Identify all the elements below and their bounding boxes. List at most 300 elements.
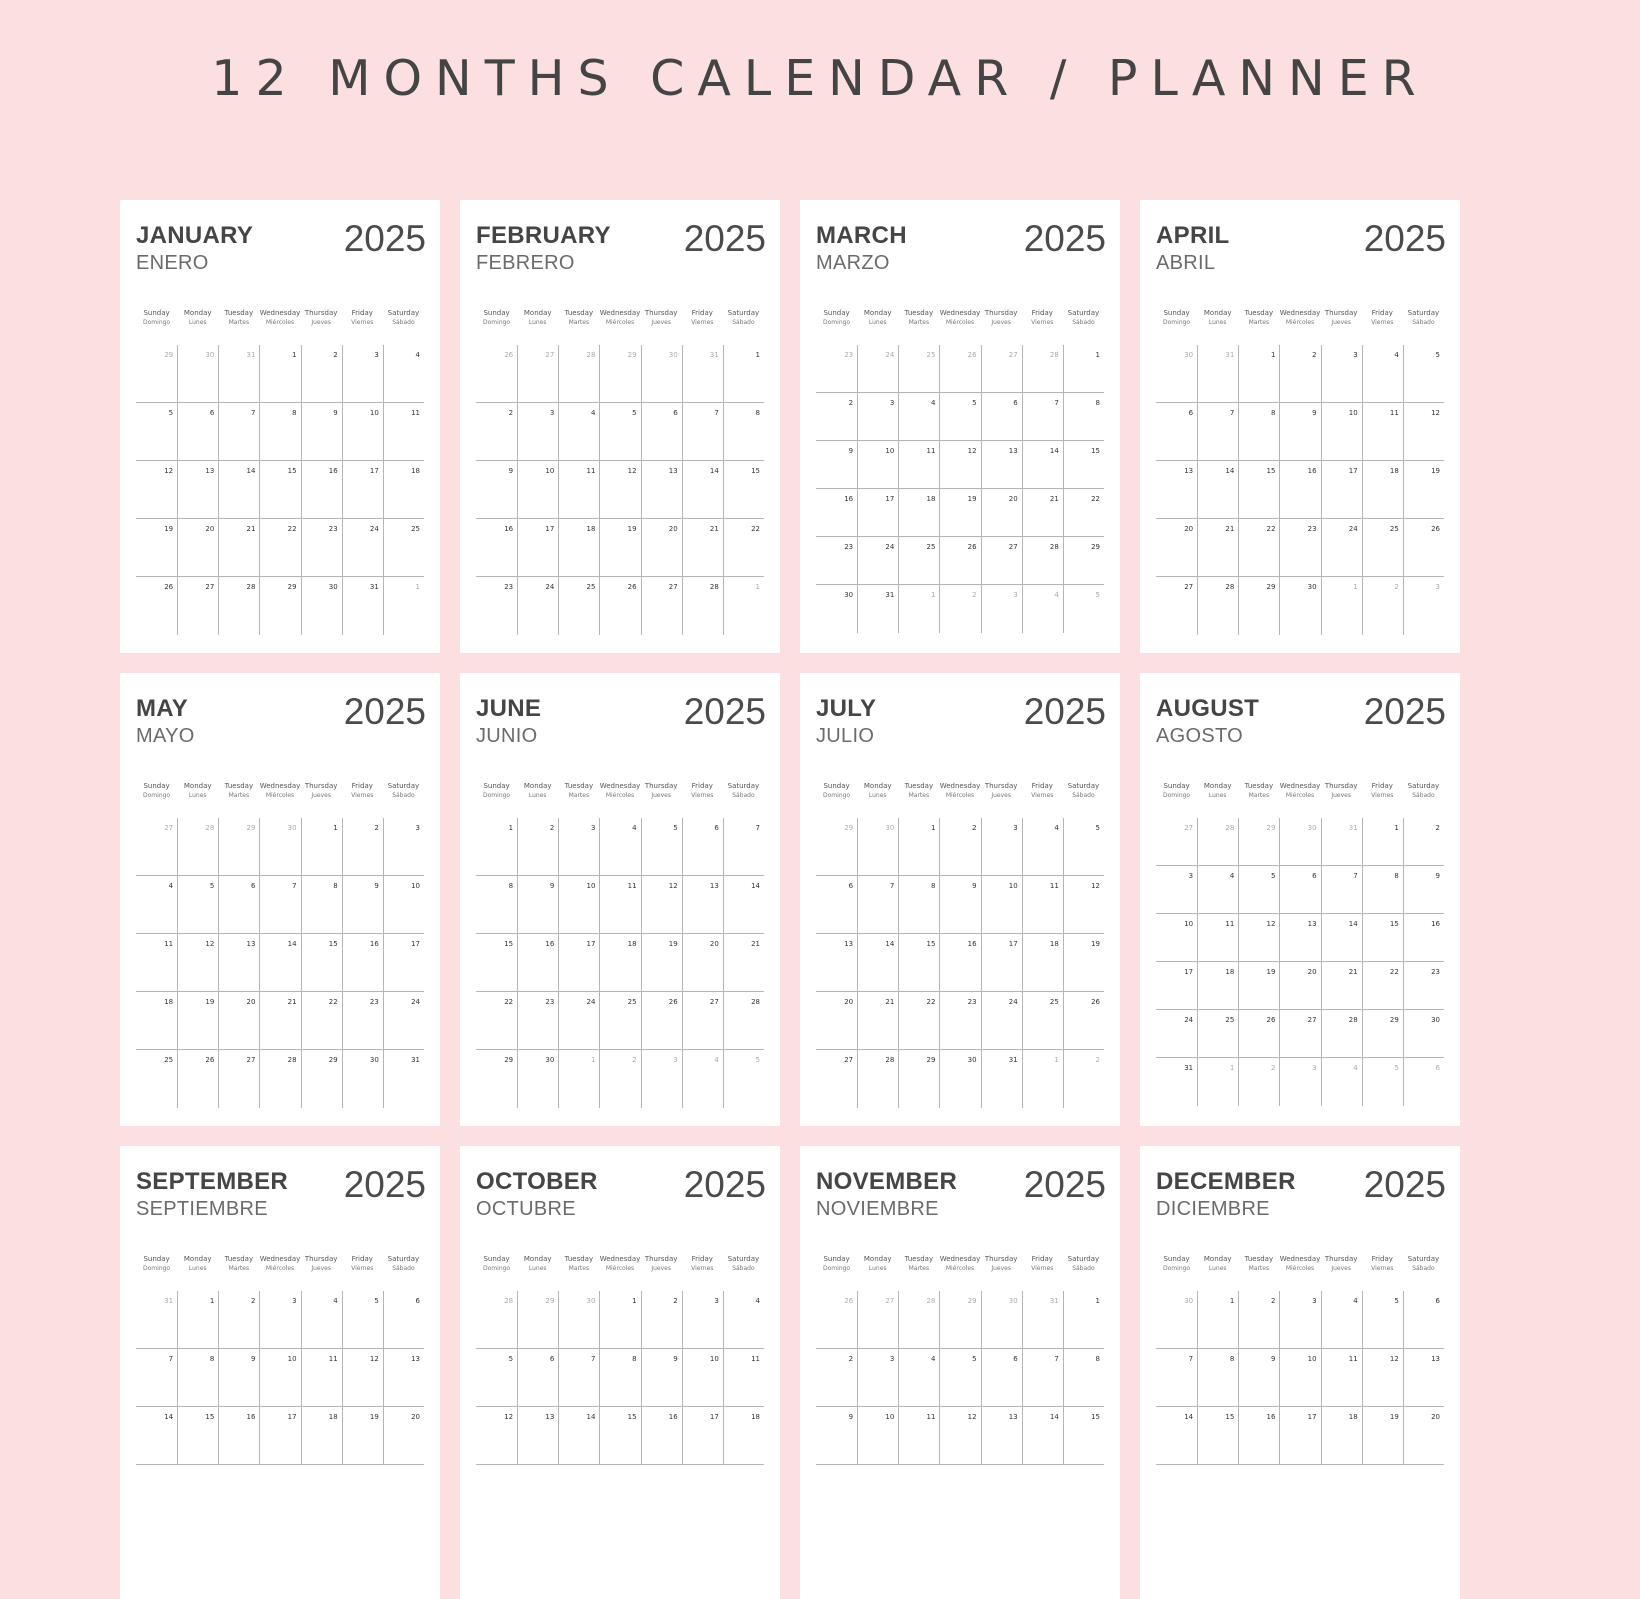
day-cell[interactable] xyxy=(558,461,599,519)
day-cell[interactable] xyxy=(939,345,980,393)
day-cell[interactable] xyxy=(517,345,558,403)
day-cell[interactable] xyxy=(1156,461,1197,519)
day-cell[interactable] xyxy=(898,393,939,441)
day-cell[interactable] xyxy=(641,577,682,635)
day-cell[interactable] xyxy=(301,992,342,1050)
day-cell[interactable] xyxy=(1403,914,1444,962)
day-cell[interactable] xyxy=(1403,962,1444,1010)
day-cell[interactable] xyxy=(476,345,517,403)
day-cell[interactable] xyxy=(1403,403,1444,461)
day-cell[interactable] xyxy=(682,1349,723,1407)
day-cell[interactable] xyxy=(1063,876,1104,934)
day-cell[interactable] xyxy=(558,1291,599,1349)
day-cell[interactable] xyxy=(1279,461,1320,519)
day-cell[interactable] xyxy=(857,489,898,537)
day-cell[interactable] xyxy=(939,441,980,489)
day-cell[interactable] xyxy=(1321,1291,1362,1349)
day-cell[interactable] xyxy=(136,519,177,577)
day-cell[interactable] xyxy=(981,876,1022,934)
day-cell[interactable] xyxy=(259,1407,300,1465)
day-cell[interactable] xyxy=(218,461,259,519)
day-cell[interactable] xyxy=(177,818,218,876)
day-cell[interactable] xyxy=(1321,403,1362,461)
day-cell[interactable] xyxy=(259,934,300,992)
day-cell[interactable] xyxy=(218,519,259,577)
day-cell[interactable] xyxy=(939,992,980,1050)
day-cell[interactable] xyxy=(1403,519,1444,577)
day-cell[interactable] xyxy=(1156,818,1197,866)
day-cell[interactable] xyxy=(136,1050,177,1108)
day-cell[interactable] xyxy=(816,1349,857,1407)
day-cell[interactable] xyxy=(898,992,939,1050)
day-cell[interactable] xyxy=(383,461,424,519)
day-cell[interactable] xyxy=(816,818,857,876)
day-cell[interactable] xyxy=(1238,577,1279,635)
day-cell[interactable] xyxy=(1063,345,1104,393)
day-cell[interactable] xyxy=(383,934,424,992)
day-cell[interactable] xyxy=(1156,1291,1197,1349)
day-cell[interactable] xyxy=(898,1291,939,1349)
day-cell[interactable] xyxy=(383,1050,424,1108)
day-cell[interactable] xyxy=(816,585,857,633)
day-cell[interactable] xyxy=(1022,934,1063,992)
day-cell[interactable] xyxy=(517,1050,558,1108)
day-cell[interactable] xyxy=(682,1050,723,1108)
day-cell[interactable] xyxy=(1279,1058,1320,1106)
day-cell[interactable] xyxy=(857,537,898,585)
day-cell[interactable] xyxy=(177,461,218,519)
day-cell[interactable] xyxy=(1156,1407,1197,1465)
day-cell[interactable] xyxy=(177,1291,218,1349)
day-cell[interactable] xyxy=(218,345,259,403)
day-cell[interactable] xyxy=(599,1050,640,1108)
day-cell[interactable] xyxy=(383,345,424,403)
day-cell[interactable] xyxy=(1197,866,1238,914)
day-cell[interactable] xyxy=(641,1291,682,1349)
day-cell[interactable] xyxy=(682,577,723,635)
day-cell[interactable] xyxy=(981,1291,1022,1349)
day-cell[interactable] xyxy=(1362,519,1403,577)
day-cell[interactable] xyxy=(558,818,599,876)
day-cell[interactable] xyxy=(517,818,558,876)
day-cell[interactable] xyxy=(939,1407,980,1465)
day-cell[interactable] xyxy=(1197,1058,1238,1106)
day-cell[interactable] xyxy=(816,1291,857,1349)
day-cell[interactable] xyxy=(1403,1058,1444,1106)
day-cell[interactable] xyxy=(1279,962,1320,1010)
day-cell[interactable] xyxy=(939,818,980,876)
day-cell[interactable] xyxy=(259,403,300,461)
day-cell[interactable] xyxy=(1022,1407,1063,1465)
day-cell[interactable] xyxy=(1279,1349,1320,1407)
day-cell[interactable] xyxy=(981,1407,1022,1465)
day-cell[interactable] xyxy=(301,345,342,403)
day-cell[interactable] xyxy=(1321,1058,1362,1106)
day-cell[interactable] xyxy=(641,876,682,934)
day-cell[interactable] xyxy=(1321,914,1362,962)
day-cell[interactable] xyxy=(599,1407,640,1465)
day-cell[interactable] xyxy=(816,1407,857,1465)
day-cell[interactable] xyxy=(857,345,898,393)
day-cell[interactable] xyxy=(641,934,682,992)
day-cell[interactable] xyxy=(136,1349,177,1407)
day-cell[interactable] xyxy=(177,403,218,461)
day-cell[interactable] xyxy=(1279,1010,1320,1058)
day-cell[interactable] xyxy=(682,992,723,1050)
day-cell[interactable] xyxy=(981,345,1022,393)
day-cell[interactable] xyxy=(218,876,259,934)
day-cell[interactable] xyxy=(1022,537,1063,585)
day-cell[interactable] xyxy=(723,818,764,876)
day-cell[interactable] xyxy=(342,818,383,876)
day-cell[interactable] xyxy=(476,1291,517,1349)
day-cell[interactable] xyxy=(723,345,764,403)
day-cell[interactable] xyxy=(599,461,640,519)
day-cell[interactable] xyxy=(857,441,898,489)
day-cell[interactable] xyxy=(259,1349,300,1407)
day-cell[interactable] xyxy=(301,1291,342,1349)
day-cell[interactable] xyxy=(1279,519,1320,577)
day-cell[interactable] xyxy=(1022,489,1063,537)
day-cell[interactable] xyxy=(1238,1291,1279,1349)
day-cell[interactable] xyxy=(898,1407,939,1465)
day-cell[interactable] xyxy=(1022,992,1063,1050)
day-cell[interactable] xyxy=(599,345,640,403)
day-cell[interactable] xyxy=(816,934,857,992)
day-cell[interactable] xyxy=(301,934,342,992)
day-cell[interactable] xyxy=(939,1349,980,1407)
day-cell[interactable] xyxy=(1403,345,1444,403)
day-cell[interactable] xyxy=(1321,866,1362,914)
day-cell[interactable] xyxy=(177,934,218,992)
day-cell[interactable] xyxy=(342,577,383,635)
day-cell[interactable] xyxy=(1238,1407,1279,1465)
day-cell[interactable] xyxy=(981,585,1022,633)
day-cell[interactable] xyxy=(641,992,682,1050)
day-cell[interactable] xyxy=(1362,1407,1403,1465)
day-cell[interactable] xyxy=(898,876,939,934)
day-cell[interactable] xyxy=(301,876,342,934)
day-cell[interactable] xyxy=(259,461,300,519)
day-cell[interactable] xyxy=(723,461,764,519)
day-cell[interactable] xyxy=(816,992,857,1050)
day-cell[interactable] xyxy=(476,577,517,635)
day-cell[interactable] xyxy=(218,577,259,635)
day-cell[interactable] xyxy=(1156,403,1197,461)
day-cell[interactable] xyxy=(1279,577,1320,635)
day-cell[interactable] xyxy=(517,1407,558,1465)
day-cell[interactable] xyxy=(476,1050,517,1108)
day-cell[interactable] xyxy=(136,577,177,635)
day-cell[interactable] xyxy=(1156,1010,1197,1058)
day-cell[interactable] xyxy=(259,1050,300,1108)
day-cell[interactable] xyxy=(558,1407,599,1465)
day-cell[interactable] xyxy=(301,1349,342,1407)
day-cell[interactable] xyxy=(301,1407,342,1465)
day-cell[interactable] xyxy=(1279,1291,1320,1349)
day-cell[interactable] xyxy=(1063,1349,1104,1407)
day-cell[interactable] xyxy=(383,403,424,461)
day-cell[interactable] xyxy=(342,992,383,1050)
day-cell[interactable] xyxy=(682,934,723,992)
day-cell[interactable] xyxy=(1197,519,1238,577)
day-cell[interactable] xyxy=(599,876,640,934)
day-cell[interactable] xyxy=(1063,441,1104,489)
day-cell[interactable] xyxy=(857,1407,898,1465)
day-cell[interactable] xyxy=(1197,345,1238,403)
day-cell[interactable] xyxy=(1362,1010,1403,1058)
day-cell[interactable] xyxy=(136,345,177,403)
day-cell[interactable] xyxy=(177,1407,218,1465)
day-cell[interactable] xyxy=(476,992,517,1050)
day-cell[interactable] xyxy=(816,345,857,393)
day-cell[interactable] xyxy=(342,934,383,992)
day-cell[interactable] xyxy=(136,876,177,934)
day-cell[interactable] xyxy=(816,876,857,934)
day-cell[interactable] xyxy=(723,876,764,934)
day-cell[interactable] xyxy=(599,577,640,635)
day-cell[interactable] xyxy=(981,818,1022,876)
day-cell[interactable] xyxy=(476,1407,517,1465)
day-cell[interactable] xyxy=(1197,461,1238,519)
day-cell[interactable] xyxy=(1362,345,1403,403)
day-cell[interactable] xyxy=(1063,1050,1104,1108)
day-cell[interactable] xyxy=(599,934,640,992)
day-cell[interactable] xyxy=(1403,1407,1444,1465)
day-cell[interactable] xyxy=(342,1050,383,1108)
day-cell[interactable] xyxy=(136,818,177,876)
day-cell[interactable] xyxy=(599,992,640,1050)
day-cell[interactable] xyxy=(218,1050,259,1108)
day-cell[interactable] xyxy=(857,1349,898,1407)
day-cell[interactable] xyxy=(682,1291,723,1349)
day-cell[interactable] xyxy=(259,876,300,934)
day-cell[interactable] xyxy=(383,1349,424,1407)
day-cell[interactable] xyxy=(981,1050,1022,1108)
day-cell[interactable] xyxy=(898,818,939,876)
day-cell[interactable] xyxy=(939,489,980,537)
day-cell[interactable] xyxy=(1063,1291,1104,1349)
day-cell[interactable] xyxy=(1321,962,1362,1010)
day-cell[interactable] xyxy=(1156,577,1197,635)
day-cell[interactable] xyxy=(898,1050,939,1108)
day-cell[interactable] xyxy=(1197,818,1238,866)
day-cell[interactable] xyxy=(641,403,682,461)
day-cell[interactable] xyxy=(476,461,517,519)
day-cell[interactable] xyxy=(1238,1349,1279,1407)
day-cell[interactable] xyxy=(1022,1349,1063,1407)
day-cell[interactable] xyxy=(342,1291,383,1349)
day-cell[interactable] xyxy=(1362,914,1403,962)
day-cell[interactable] xyxy=(1156,1349,1197,1407)
day-cell[interactable] xyxy=(1238,461,1279,519)
day-cell[interactable] xyxy=(1403,1010,1444,1058)
day-cell[interactable] xyxy=(981,393,1022,441)
day-cell[interactable] xyxy=(857,876,898,934)
day-cell[interactable] xyxy=(857,393,898,441)
day-cell[interactable] xyxy=(1063,992,1104,1050)
day-cell[interactable] xyxy=(136,992,177,1050)
day-cell[interactable] xyxy=(301,519,342,577)
day-cell[interactable] xyxy=(301,818,342,876)
day-cell[interactable] xyxy=(218,1349,259,1407)
day-cell[interactable] xyxy=(177,1349,218,1407)
day-cell[interactable] xyxy=(1197,962,1238,1010)
day-cell[interactable] xyxy=(682,818,723,876)
day-cell[interactable] xyxy=(218,934,259,992)
day-cell[interactable] xyxy=(558,345,599,403)
day-cell[interactable] xyxy=(1321,577,1362,635)
day-cell[interactable] xyxy=(1156,962,1197,1010)
day-cell[interactable] xyxy=(1063,489,1104,537)
day-cell[interactable] xyxy=(301,403,342,461)
day-cell[interactable] xyxy=(1238,818,1279,866)
day-cell[interactable] xyxy=(1063,393,1104,441)
day-cell[interactable] xyxy=(259,1291,300,1349)
day-cell[interactable] xyxy=(682,876,723,934)
day-cell[interactable] xyxy=(1279,403,1320,461)
day-cell[interactable] xyxy=(342,461,383,519)
day-cell[interactable] xyxy=(599,1349,640,1407)
day-cell[interactable] xyxy=(558,934,599,992)
day-cell[interactable] xyxy=(599,519,640,577)
day-cell[interactable] xyxy=(136,403,177,461)
day-cell[interactable] xyxy=(723,1050,764,1108)
day-cell[interactable] xyxy=(177,519,218,577)
day-cell[interactable] xyxy=(259,345,300,403)
day-cell[interactable] xyxy=(218,1291,259,1349)
day-cell[interactable] xyxy=(816,393,857,441)
day-cell[interactable] xyxy=(857,585,898,633)
day-cell[interactable] xyxy=(1197,403,1238,461)
day-cell[interactable] xyxy=(641,519,682,577)
day-cell[interactable] xyxy=(517,577,558,635)
day-cell[interactable] xyxy=(1197,1010,1238,1058)
day-cell[interactable] xyxy=(383,876,424,934)
day-cell[interactable] xyxy=(558,1050,599,1108)
day-cell[interactable] xyxy=(383,1407,424,1465)
day-cell[interactable] xyxy=(1022,1291,1063,1349)
day-cell[interactable] xyxy=(939,1291,980,1349)
day-cell[interactable] xyxy=(1022,876,1063,934)
day-cell[interactable] xyxy=(1321,818,1362,866)
day-cell[interactable] xyxy=(1238,403,1279,461)
day-cell[interactable] xyxy=(383,818,424,876)
day-cell[interactable] xyxy=(1362,818,1403,866)
day-cell[interactable] xyxy=(641,1050,682,1108)
day-cell[interactable] xyxy=(301,1050,342,1108)
day-cell[interactable] xyxy=(1362,577,1403,635)
day-cell[interactable] xyxy=(558,403,599,461)
day-cell[interactable] xyxy=(1063,1407,1104,1465)
day-cell[interactable] xyxy=(1279,1407,1320,1465)
day-cell[interactable] xyxy=(1362,403,1403,461)
day-cell[interactable] xyxy=(177,577,218,635)
day-cell[interactable] xyxy=(857,1291,898,1349)
day-cell[interactable] xyxy=(723,1291,764,1349)
day-cell[interactable] xyxy=(342,519,383,577)
day-cell[interactable] xyxy=(558,876,599,934)
day-cell[interactable] xyxy=(1063,585,1104,633)
day-cell[interactable] xyxy=(816,537,857,585)
day-cell[interactable] xyxy=(939,393,980,441)
day-cell[interactable] xyxy=(1321,1349,1362,1407)
day-cell[interactable] xyxy=(939,585,980,633)
day-cell[interactable] xyxy=(136,1407,177,1465)
day-cell[interactable] xyxy=(1403,461,1444,519)
day-cell[interactable] xyxy=(1238,962,1279,1010)
day-cell[interactable] xyxy=(558,577,599,635)
day-cell[interactable] xyxy=(1238,866,1279,914)
day-cell[interactable] xyxy=(599,818,640,876)
day-cell[interactable] xyxy=(723,934,764,992)
day-cell[interactable] xyxy=(682,461,723,519)
day-cell[interactable] xyxy=(1362,1349,1403,1407)
day-cell[interactable] xyxy=(1279,345,1320,403)
day-cell[interactable] xyxy=(641,1349,682,1407)
day-cell[interactable] xyxy=(1362,1058,1403,1106)
day-cell[interactable] xyxy=(981,934,1022,992)
day-cell[interactable] xyxy=(898,585,939,633)
day-cell[interactable] xyxy=(476,519,517,577)
day-cell[interactable] xyxy=(1403,866,1444,914)
day-cell[interactable] xyxy=(383,519,424,577)
day-cell[interactable] xyxy=(1022,393,1063,441)
day-cell[interactable] xyxy=(981,489,1022,537)
day-cell[interactable] xyxy=(1279,818,1320,866)
day-cell[interactable] xyxy=(1279,914,1320,962)
day-cell[interactable] xyxy=(1403,1349,1444,1407)
day-cell[interactable] xyxy=(476,934,517,992)
day-cell[interactable] xyxy=(1238,1058,1279,1106)
day-cell[interactable] xyxy=(1321,519,1362,577)
day-cell[interactable] xyxy=(517,1291,558,1349)
day-cell[interactable] xyxy=(1197,1407,1238,1465)
day-cell[interactable] xyxy=(1022,585,1063,633)
day-cell[interactable] xyxy=(177,1050,218,1108)
day-cell[interactable] xyxy=(259,519,300,577)
day-cell[interactable] xyxy=(857,992,898,1050)
day-cell[interactable] xyxy=(1156,866,1197,914)
day-cell[interactable] xyxy=(301,577,342,635)
day-cell[interactable] xyxy=(641,345,682,403)
day-cell[interactable] xyxy=(682,1407,723,1465)
day-cell[interactable] xyxy=(1403,1291,1444,1349)
day-cell[interactable] xyxy=(1063,537,1104,585)
day-cell[interactable] xyxy=(939,876,980,934)
day-cell[interactable] xyxy=(1238,519,1279,577)
day-cell[interactable] xyxy=(723,577,764,635)
day-cell[interactable] xyxy=(723,1407,764,1465)
day-cell[interactable] xyxy=(599,1291,640,1349)
day-cell[interactable] xyxy=(1022,818,1063,876)
day-cell[interactable] xyxy=(1022,345,1063,393)
day-cell[interactable] xyxy=(218,403,259,461)
day-cell[interactable] xyxy=(939,537,980,585)
day-cell[interactable] xyxy=(517,934,558,992)
day-cell[interactable] xyxy=(1156,519,1197,577)
day-cell[interactable] xyxy=(1321,1407,1362,1465)
day-cell[interactable] xyxy=(517,1349,558,1407)
day-cell[interactable] xyxy=(898,489,939,537)
day-cell[interactable] xyxy=(981,537,1022,585)
day-cell[interactable] xyxy=(342,876,383,934)
day-cell[interactable] xyxy=(1156,914,1197,962)
day-cell[interactable] xyxy=(1362,1291,1403,1349)
day-cell[interactable] xyxy=(641,818,682,876)
day-cell[interactable] xyxy=(1403,577,1444,635)
day-cell[interactable] xyxy=(342,345,383,403)
